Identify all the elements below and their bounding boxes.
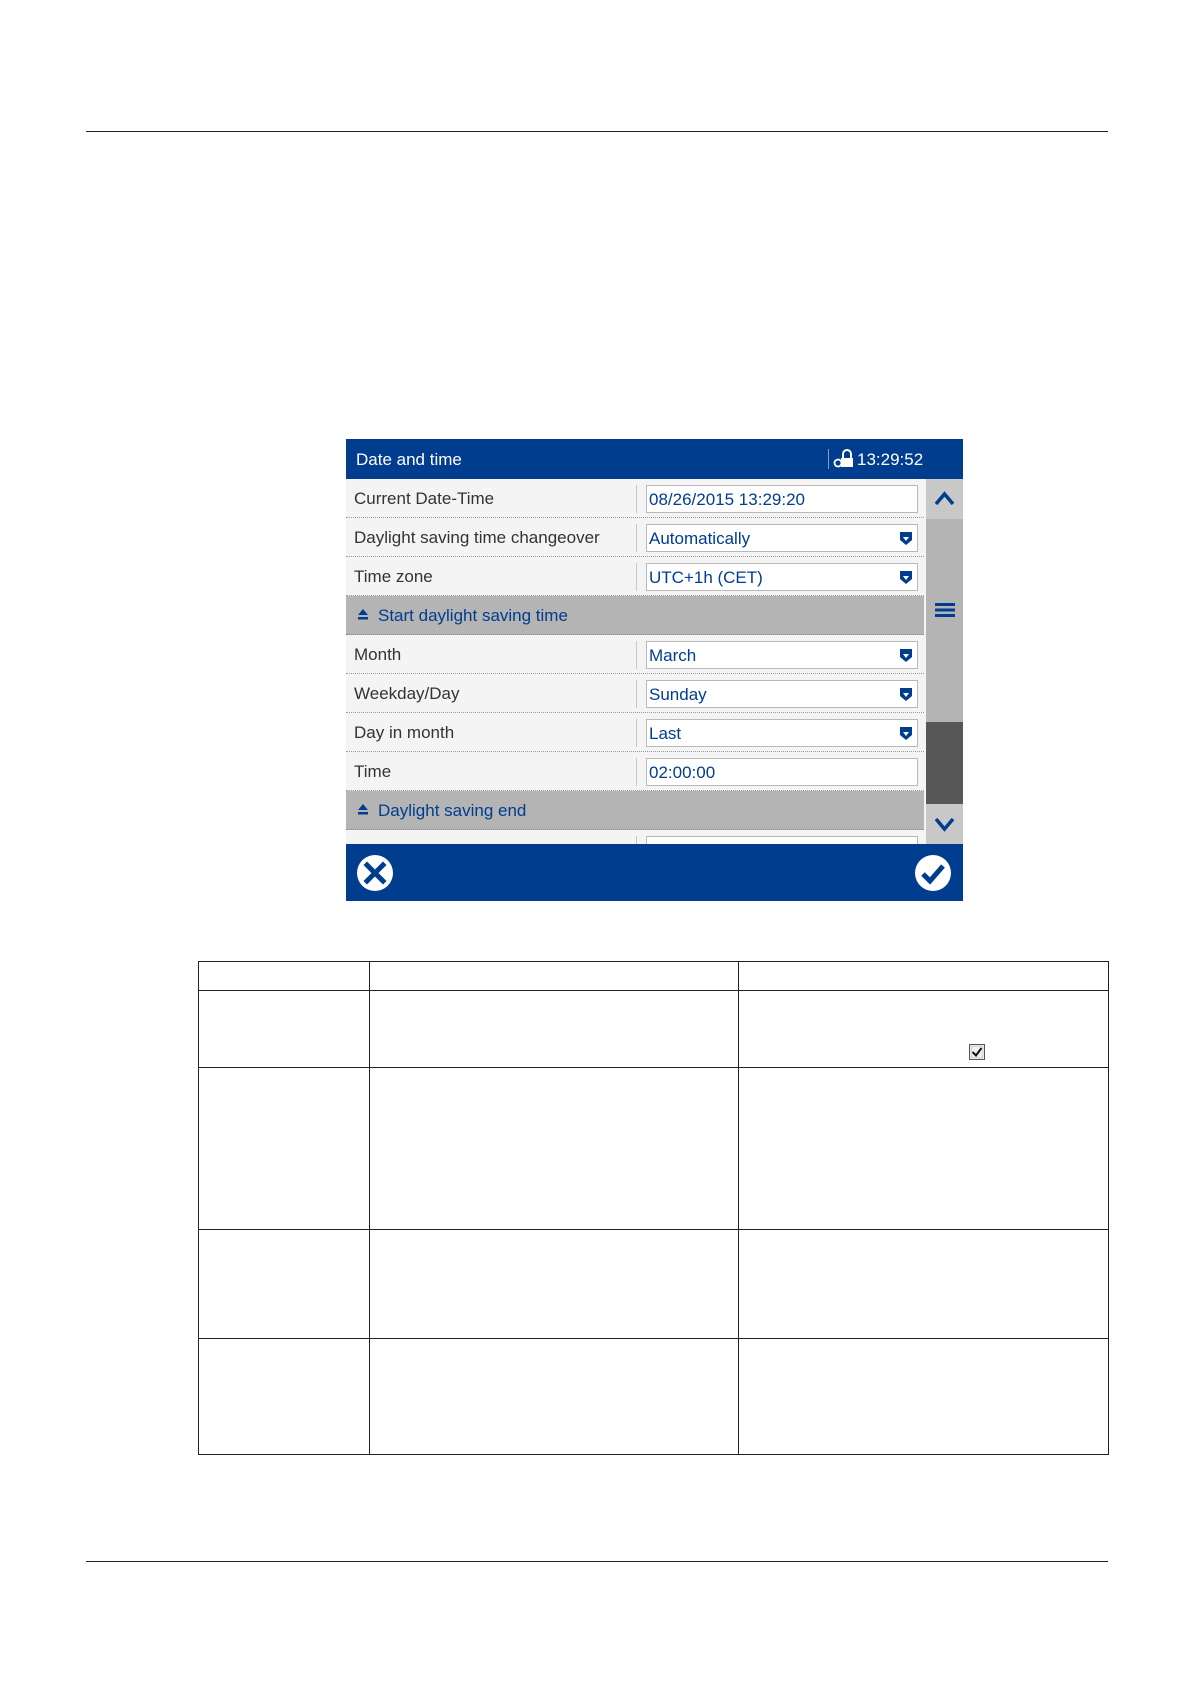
row-separator <box>636 758 637 786</box>
chevron-down-icon <box>926 804 963 844</box>
row-separator <box>636 485 637 513</box>
collapse-caret-icon <box>356 802 370 816</box>
section-start-dst[interactable] <box>346 596 924 635</box>
current-date-time-field[interactable] <box>646 485 918 513</box>
settings-list <box>346 479 924 883</box>
row-label: Day in month <box>354 723 455 742</box>
dropdown-arrow-icon <box>899 570 913 585</box>
table-cell <box>738 1339 1108 1455</box>
top-rule <box>86 131 1108 132</box>
row-month <box>346 635 924 674</box>
title-bar <box>346 439 963 479</box>
field-value: UTC+1h (CET) <box>649 568 763 587</box>
title-separator <box>828 449 829 469</box>
cancel-icon[interactable] <box>356 854 394 892</box>
collapse-caret-icon <box>356 607 370 621</box>
scroll-up-button[interactable] <box>926 479 963 519</box>
table-cell <box>199 962 370 991</box>
row-time <box>346 752 924 791</box>
table-cell <box>199 1230 370 1339</box>
time-field[interactable] <box>646 758 918 786</box>
weekday-select[interactable] <box>646 680 918 708</box>
parameter-table <box>198 961 1109 1455</box>
table-row <box>199 1230 1109 1339</box>
section-title: Daylight saving end <box>378 801 527 820</box>
row-weekday <box>346 674 924 713</box>
field-value: March <box>649 646 697 665</box>
table-row <box>199 962 1109 991</box>
row-separator <box>636 641 637 669</box>
dropdown-arrow-icon <box>899 726 913 741</box>
menu-icon[interactable] <box>935 601 955 619</box>
table-cell <box>369 1339 738 1455</box>
bottom-rule <box>86 1561 1108 1562</box>
table-cell <box>369 1068 738 1230</box>
row-separator <box>636 524 637 552</box>
table-cell <box>199 1339 370 1455</box>
footer-bar <box>346 844 963 901</box>
section-title: Start daylight saving time <box>378 606 568 625</box>
window-title: Date and time <box>356 450 462 469</box>
row-current-date-time <box>346 479 924 518</box>
row-separator <box>636 680 637 708</box>
lock-icon <box>833 449 855 469</box>
table-cell <box>738 1230 1108 1339</box>
table-cell <box>369 1230 738 1339</box>
row-label: Time <box>354 762 392 781</box>
table-cell <box>369 991 738 1068</box>
field-value: 08/26/2015 13:29:20 <box>649 490 805 509</box>
dropdown-arrow-icon <box>899 531 913 546</box>
table-cell <box>369 962 738 991</box>
row-dst-changeover <box>346 518 924 557</box>
clock-display: 13:29:52 <box>857 450 924 469</box>
dropdown-arrow-icon <box>899 648 913 663</box>
table-cell <box>738 1068 1108 1230</box>
field-value: Sunday <box>649 685 707 704</box>
time-zone-select[interactable] <box>646 563 918 591</box>
table-row <box>199 1068 1109 1230</box>
scrollbar[interactable] <box>926 479 963 883</box>
field-value: Automatically <box>649 529 751 548</box>
row-label: Time zone <box>354 567 433 586</box>
table-cell <box>199 1068 370 1230</box>
row-label: Current Date-Time <box>354 489 495 508</box>
table-cell <box>738 962 1108 991</box>
table-row <box>199 1339 1109 1455</box>
dropdown-arrow-icon <box>899 687 913 702</box>
chevron-up-icon <box>926 479 963 519</box>
row-label: Month <box>354 645 402 664</box>
section-dst-end[interactable] <box>346 791 924 830</box>
table-cell <box>199 991 370 1068</box>
field-value: 02:00:00 <box>649 763 716 782</box>
row-separator <box>636 563 637 591</box>
scroll-thumb[interactable] <box>926 722 963 804</box>
dst-changeover-select[interactable] <box>646 524 918 552</box>
month-select[interactable] <box>646 641 918 669</box>
table-row <box>199 991 1109 1068</box>
field-value: Last <box>649 724 682 743</box>
table-cell <box>738 991 1108 1068</box>
scroll-down-button[interactable] <box>926 804 963 844</box>
row-separator <box>636 719 637 747</box>
row-label: Daylight saving time changeover <box>354 528 600 547</box>
checkmark-icon[interactable] <box>914 854 952 892</box>
row-time-zone <box>346 557 924 596</box>
row-day-in-month <box>346 713 924 752</box>
day-in-month-select[interactable] <box>646 719 918 747</box>
row-label: Weekday/Day <box>354 684 460 703</box>
checkbox-icon <box>969 1044 985 1060</box>
date-time-screen <box>346 439 963 901</box>
